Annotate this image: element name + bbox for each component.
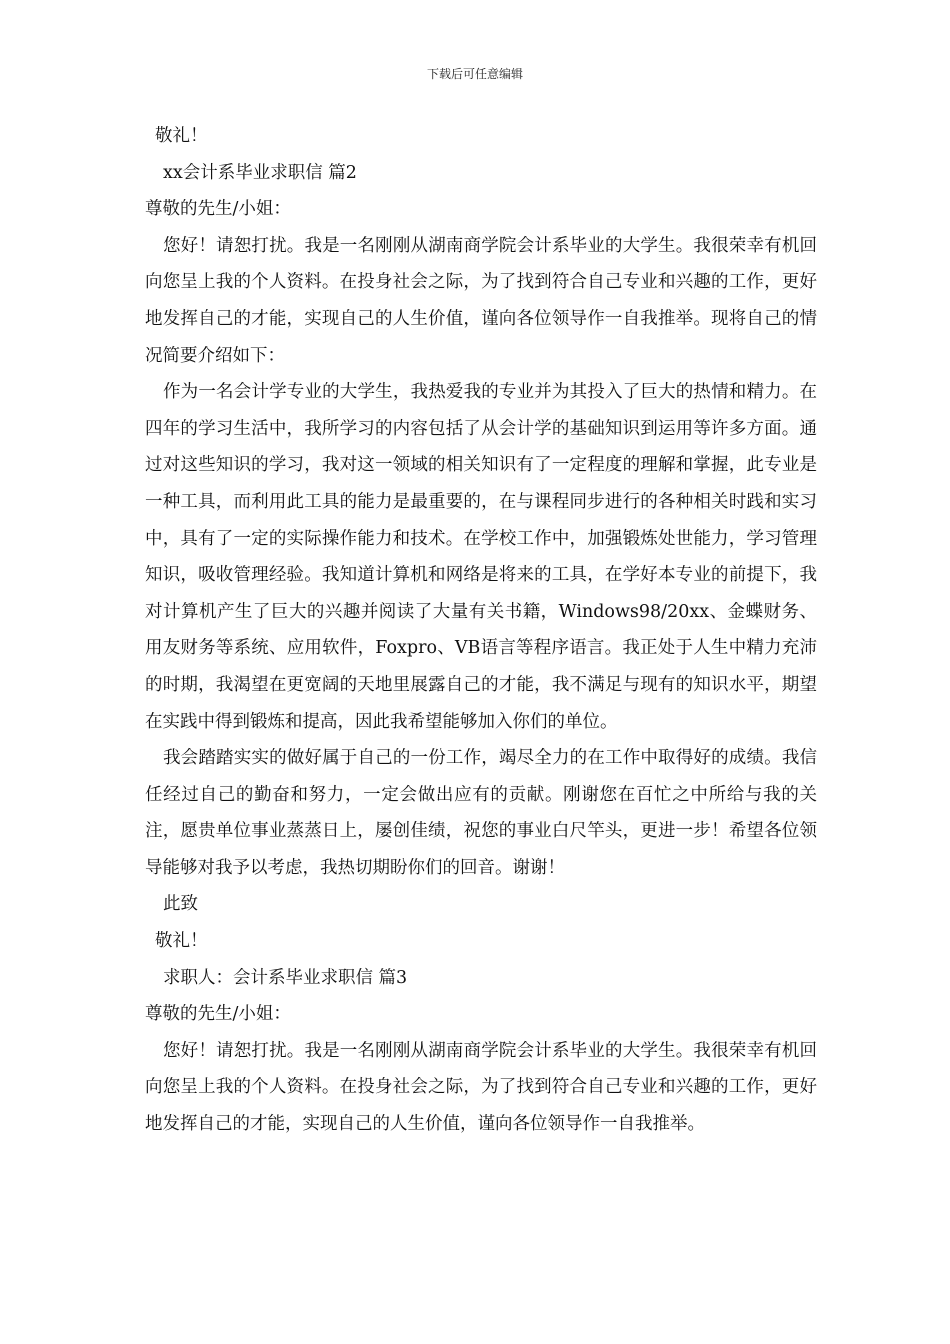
letter-3-paragraph-1: 您好！请恕打扰。我是一名刚刚从湖南商学院会计系毕业的大学生。我很荣幸有机回向您呈上我的个人资料。在投身社会之际，为了找到符合自己专业和兴趣的工作，更好地发挥自己的才能，实现自己的人生价值，谨向各位领导作一自我推举。 [145,1040,817,1135]
closing-cizhi: 此致 [163,894,198,915]
letter-title-3: 求职人：会计系毕业求职信 篇3 [163,967,408,988]
greeting-2: 尊敬的先生/小姐： [145,199,291,220]
letter-title-2: xx会计系毕业求职信 篇2 [163,162,357,183]
greeting-3: 尊敬的先生/小姐： [145,1004,291,1025]
letter-2-paragraph-1: 您好！请恕打扰。我是一名刚刚从湖南商学院会计系毕业的大学生。我很荣幸有机回向您呈上我的个人资料。在投身社会之际，为了找到符合自己专业和兴趣的工作，更好地发挥自己的才能，实现自己的人生价值，谨向各位领导作一自我推举。现将自己的情况简要介绍如下： [145,235,817,366]
letter-2-paragraph-3: 我会踏踏实实的做好属于自己的一份工作，竭尽全力的在工作中取得好的成绩。我信任经过自己的勤奋和努力，一定会做出应有的贡献。刚谢您在百忙之中所给与我的关注，愿贵单位事业蒸蒸日上，屡创佳绩，祝您的事业白尺竿头，更进一步！希望各位领导能够对我予以考虑，我热切期盼你们的回音。谢谢！ [145,748,817,878]
closing-salute: 敬礼！ [155,126,208,146]
letter-2-paragraph-2: 作为一名会计学专业的大学生，我热爱我的专业并为其投入了巨大的热情和精力。在四年的学习生活中，我所学习的内容包括了从会计学的基础知识到运用等许多方面。通过对这些知识的学习，我对这一领域的相关知识有了一定程度的理解和掌握，此专业是一种工具，而利用此工具的能力是最重要的，在与课程同步进行的各种相关时践和实习中，具有了一定的实际操作能力和技术。在学校工作中，加强锻炼处世能力，学习管理知识，吸收管理经验。我知道计算机和网络是将来的工具，在学好本专业的前提下，我对计算机产生了巨大的兴趣并阅读了大量有关书籍，Windows98/20xx、金蝶财务、用友财务等系统、应用软件，Foxpro、VB语言等程序语言。我正处于人生中精力充沛的时期，我渴望在更宽阔的天地里展露自己的才能，我不满足与现有的知识水平，期望在实践中得到锻炼和提高，因此我希望能够加入你们的单位。 [145,382,817,732]
closing-salute-2: 敬礼！ [155,931,208,952]
page-header-note: 下载后可任意编辑 [426,67,523,81]
document-body [145,118,817,1143]
